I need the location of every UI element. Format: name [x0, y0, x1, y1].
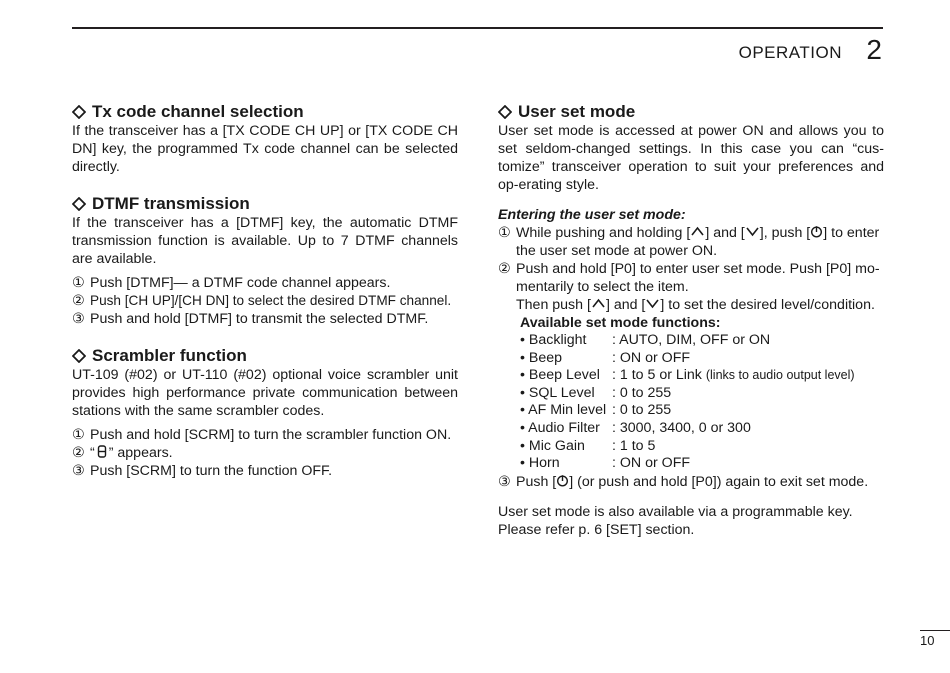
scrambler-indicator-icon — [97, 445, 107, 458]
list-item — [72, 444, 458, 462]
functions-list — [498, 332, 884, 473]
note-line: User set mode is also available via a programmable key. — [498, 503, 853, 520]
list-item — [72, 462, 458, 480]
diamond-icon — [498, 105, 512, 119]
list-item — [498, 260, 884, 278]
function-name: • Mic Gain — [520, 437, 585, 454]
heading-text: Scrambler function — [92, 346, 247, 365]
scrambler-section — [72, 346, 458, 480]
chapter-title: OPERATION — [738, 43, 842, 62]
step-text: Push [CH UP]/[CH DN] to select the desired DTMF channel. — [90, 293, 452, 308]
down-arrow-key-icon — [745, 225, 760, 238]
text-run: ], push [ — [759, 225, 811, 241]
dtmf-body: If the transceiver has a [DTMF] key, the automatic DTMF transmission function is available. Up to 7 DTMF channels are available. — [72, 215, 458, 267]
text-run: ] and [ — [705, 225, 745, 241]
list-item — [498, 224, 884, 242]
step-mark: ③ — [72, 311, 85, 327]
function-row — [498, 455, 884, 473]
function-row — [498, 438, 884, 456]
function-row — [498, 402, 884, 420]
step-continuation: mentarily to select the item. — [516, 279, 689, 295]
step-mark: ② — [72, 445, 85, 461]
step-mark: ③ — [498, 473, 511, 490]
function-value: : ON or OFF — [612, 349, 691, 366]
function-name: • Horn — [520, 455, 560, 472]
text-run: ] to set the desired level/condition. — [660, 297, 875, 313]
heading-text: User set mode — [518, 102, 636, 121]
function-note: (links to audio output level) — [705, 368, 855, 383]
chapter-number: 2 — [866, 34, 882, 65]
list-item — [498, 473, 884, 491]
step-mark: ① — [498, 225, 511, 241]
step-mark: ① — [72, 275, 85, 291]
down-arrow-key-icon — [645, 297, 660, 310]
heading-text: DTMF transmission — [92, 194, 250, 213]
power-key-icon — [556, 474, 569, 487]
up-arrow-key-icon — [690, 225, 705, 238]
quote-close: ” appears. — [108, 445, 173, 461]
function-name: • SQL Level — [520, 384, 595, 401]
step-text: Push [DTMF]— a DTMF code channel appears. — [90, 275, 391, 291]
function-value — [612, 367, 855, 385]
page-number-rule — [920, 630, 950, 631]
function-row — [498, 420, 884, 438]
quote-open: “ — [90, 445, 95, 461]
entering-heading: Entering the user set mode: — [498, 207, 686, 223]
text-run: Then push [ — [516, 297, 591, 313]
tx-code-section — [72, 102, 458, 176]
up-arrow-key-icon — [591, 297, 606, 310]
functions-heading: Available set mode functions: — [520, 315, 721, 331]
function-name: • Audio Filter — [520, 419, 600, 436]
function-name: • AF Min level — [520, 402, 607, 419]
section-heading — [72, 102, 458, 122]
section-heading — [72, 194, 458, 214]
dtmf-steps — [72, 274, 458, 328]
function-value-text: : 1 to 5 or Link — [612, 367, 706, 384]
step-text: Push and hold [SCRM] to turn the scrambler function ON. — [90, 427, 452, 443]
note — [498, 503, 884, 539]
section-heading — [498, 102, 884, 122]
page-number: 10 — [920, 633, 935, 648]
function-value: : ON or OFF — [612, 455, 691, 472]
scrambler-steps — [72, 426, 458, 480]
left-column — [72, 102, 458, 498]
step-text: Push and hold [P0] to enter user set mode. Push [P0] mo- — [516, 261, 880, 277]
list-item — [72, 274, 458, 292]
dtmf-section — [72, 194, 458, 328]
function-name: • Beep Level — [520, 367, 600, 384]
function-name: • Backlight — [520, 332, 587, 348]
heading-text: Tx code channel selection — [92, 102, 304, 121]
diamond-icon — [72, 197, 86, 211]
function-row — [498, 367, 884, 385]
function-value: : 0 to 255 — [612, 384, 672, 401]
function-value: : 0 to 255 — [612, 402, 672, 419]
top-rule — [72, 27, 883, 29]
step-text — [90, 444, 173, 462]
step-mark: ① — [72, 427, 85, 443]
right-column — [498, 102, 884, 539]
function-value: : 3000, 3400, 0 or 300 — [612, 419, 751, 436]
list-item — [72, 292, 458, 310]
step-text: Push [SCRM] to turn the function OFF. — [90, 463, 333, 479]
function-name: • Beep — [520, 349, 563, 366]
function-row — [498, 385, 884, 403]
power-key-icon — [810, 225, 823, 238]
list-item — [72, 426, 458, 444]
note-line: Please refer p. 6 [SET] section. — [498, 521, 695, 538]
text-run: While pushing and holding [ — [516, 225, 691, 241]
step-continuation — [498, 296, 884, 314]
step-continuation: the user set mode at power ON. — [516, 243, 718, 259]
text-run: ] (or push and hold [P0]) again to exit set mode. — [569, 473, 869, 490]
function-row — [498, 350, 884, 368]
list-item — [72, 310, 458, 328]
user-set-body: User set mode is accessed at power ON and allows you to set seldom-changed settings. In this case you can “cus-tomize” transceiver operation to suit your preferences and op-erating style. — [498, 123, 884, 193]
scrambler-body: UT-109 (#02) or UT-110 (#02) optional voice scrambler unit provides high performance private communication between stations with the same scrambler codes. — [72, 367, 458, 419]
diamond-icon — [72, 349, 86, 363]
function-value: : AUTO, DIM, OFF or ON — [612, 332, 771, 348]
step-mark: ② — [498, 261, 511, 277]
step-mark: ③ — [72, 463, 85, 479]
diamond-icon — [72, 105, 86, 119]
tx-code-body: If the transceiver has a [TX CODE CH UP] or [TX CODE CH DN] key, the programmed Tx code channel can be selected directly. — [72, 123, 458, 175]
function-value: : 1 to 5 — [612, 437, 656, 454]
step-text — [516, 473, 868, 491]
function-row — [498, 332, 884, 350]
text-run: ] and [ — [605, 297, 646, 313]
step-text — [516, 224, 879, 242]
step-mark: ② — [72, 293, 85, 309]
section-heading — [72, 346, 458, 366]
text-run: Push [ — [516, 473, 557, 490]
text-run: ] to enter — [823, 225, 880, 241]
step-text: Push and hold [DTMF] to transmit the selected DTMF. — [90, 311, 429, 327]
